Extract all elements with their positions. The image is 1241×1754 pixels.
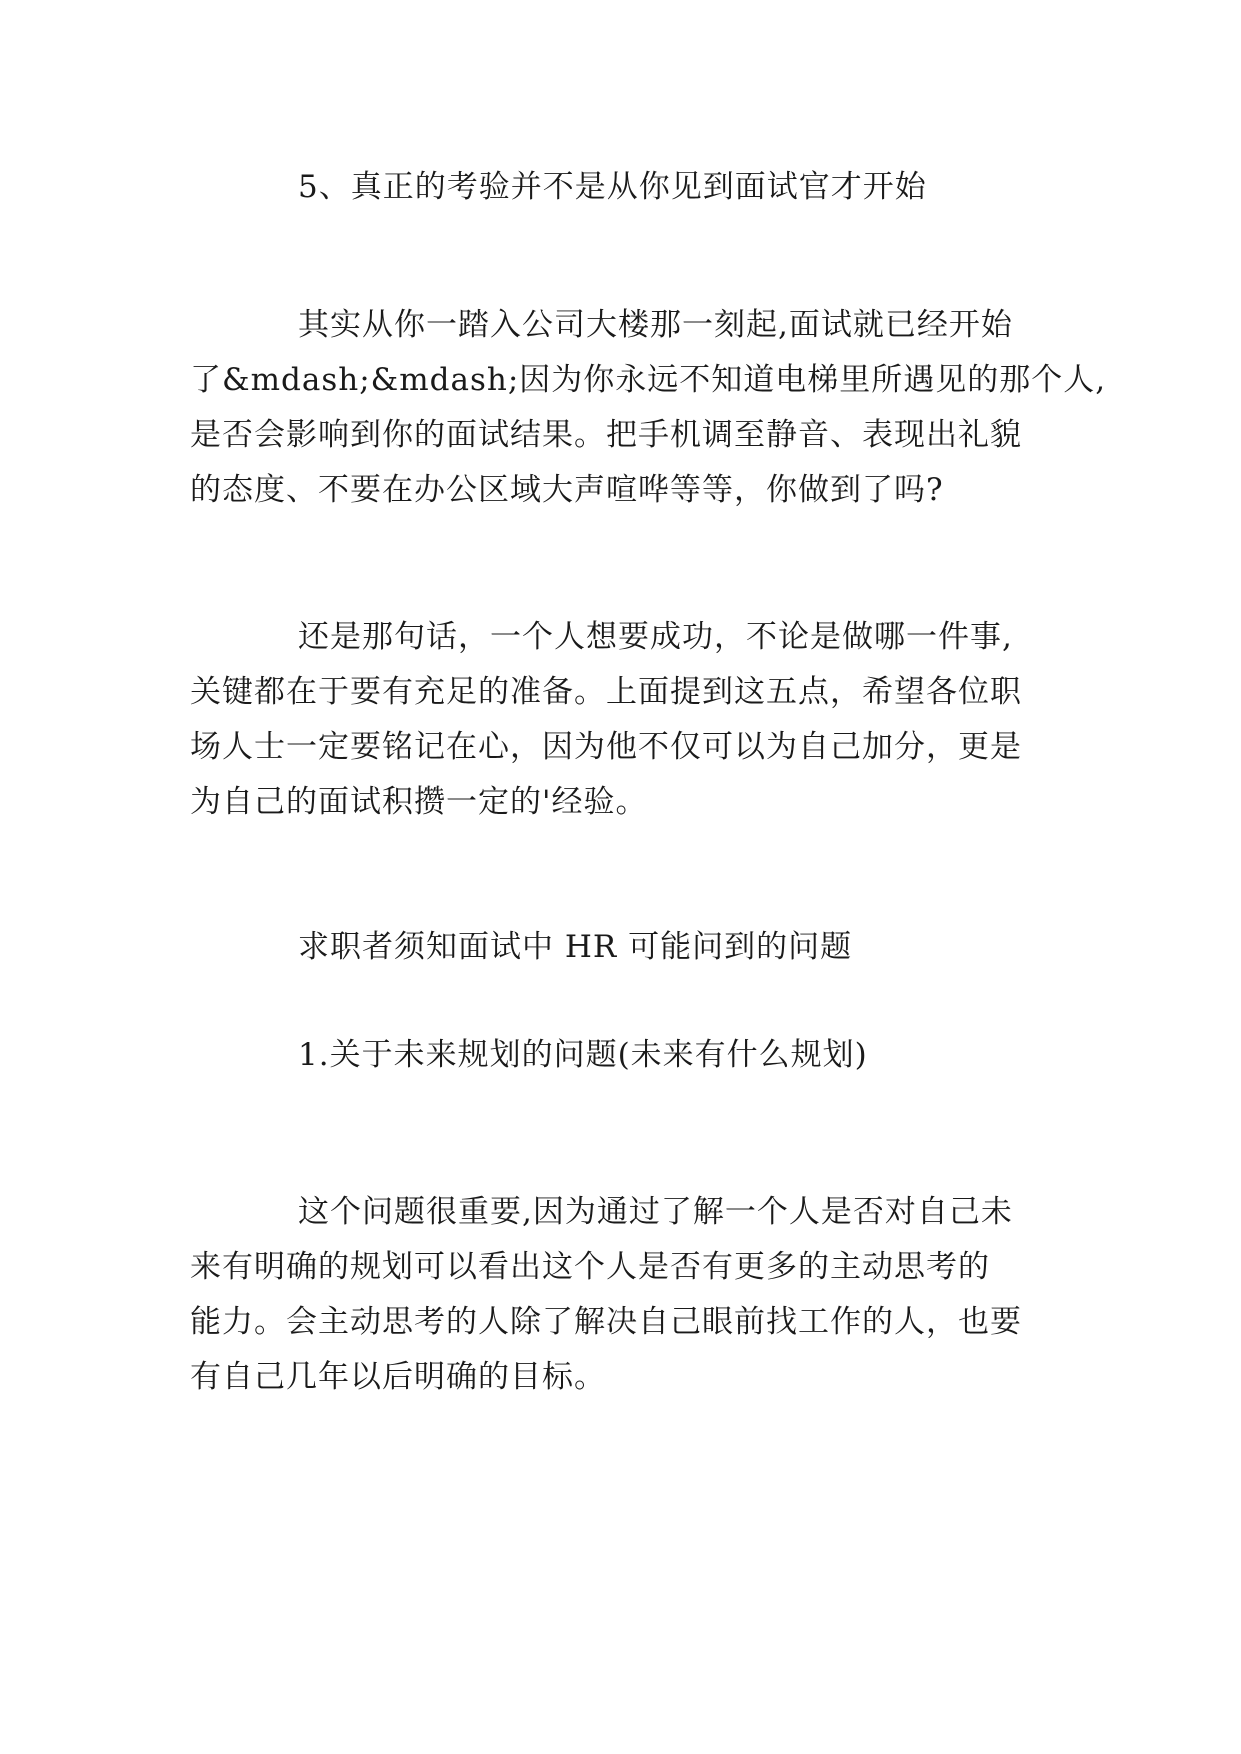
question-1: 1.关于未来规划的问题(未来有什么规划) [298,1037,868,1073]
paragraph-line: 关键都在于要有充足的准备。上面提到这五点，希望各位职 [190,674,1022,710]
paragraph-line: 是否会影响到你的面试结果。把手机调至静音、表现出礼貌 [190,417,1022,453]
section-title: 求职者须知面试中 HR 可能问到的问题 [298,929,853,965]
paragraph-line: 能力。会主动思考的人除了解决自己眼前找工作的人，也要 [190,1304,1022,1340]
paragraph-line: 有自己几年以后明确的目标。 [190,1359,606,1395]
paragraph-line: 这个问题很重要,因为通过了解一个人是否对自己未 [298,1194,1013,1230]
paragraph-line: 的态度、不要在办公区域大声喧哗等等，你做到了吗? [190,472,944,508]
paragraph-line: 来有明确的规划可以看出这个人是否有更多的主动思考的 [190,1249,990,1285]
paragraph-line: 其实从你一踏入公司大楼那一刻起,面试就已经开始 [298,307,1013,343]
paragraph-line: 为自己的面试积攒一定的'经验。 [190,784,648,820]
paragraph-line: 场人士一定要铭记在心，因为他不仅可以为自己加分，更是 [190,729,1022,765]
heading-5: 5、真正的考验并不是从你见到面试官才开始 [298,169,927,205]
paragraph-line: 还是那句话，一个人想要成功，不论是做哪一件事, [298,619,1013,655]
paragraph-line: 了&mdash;&mdash;因为你永远不知道电梯里所遇见的那个人, [190,362,1107,398]
